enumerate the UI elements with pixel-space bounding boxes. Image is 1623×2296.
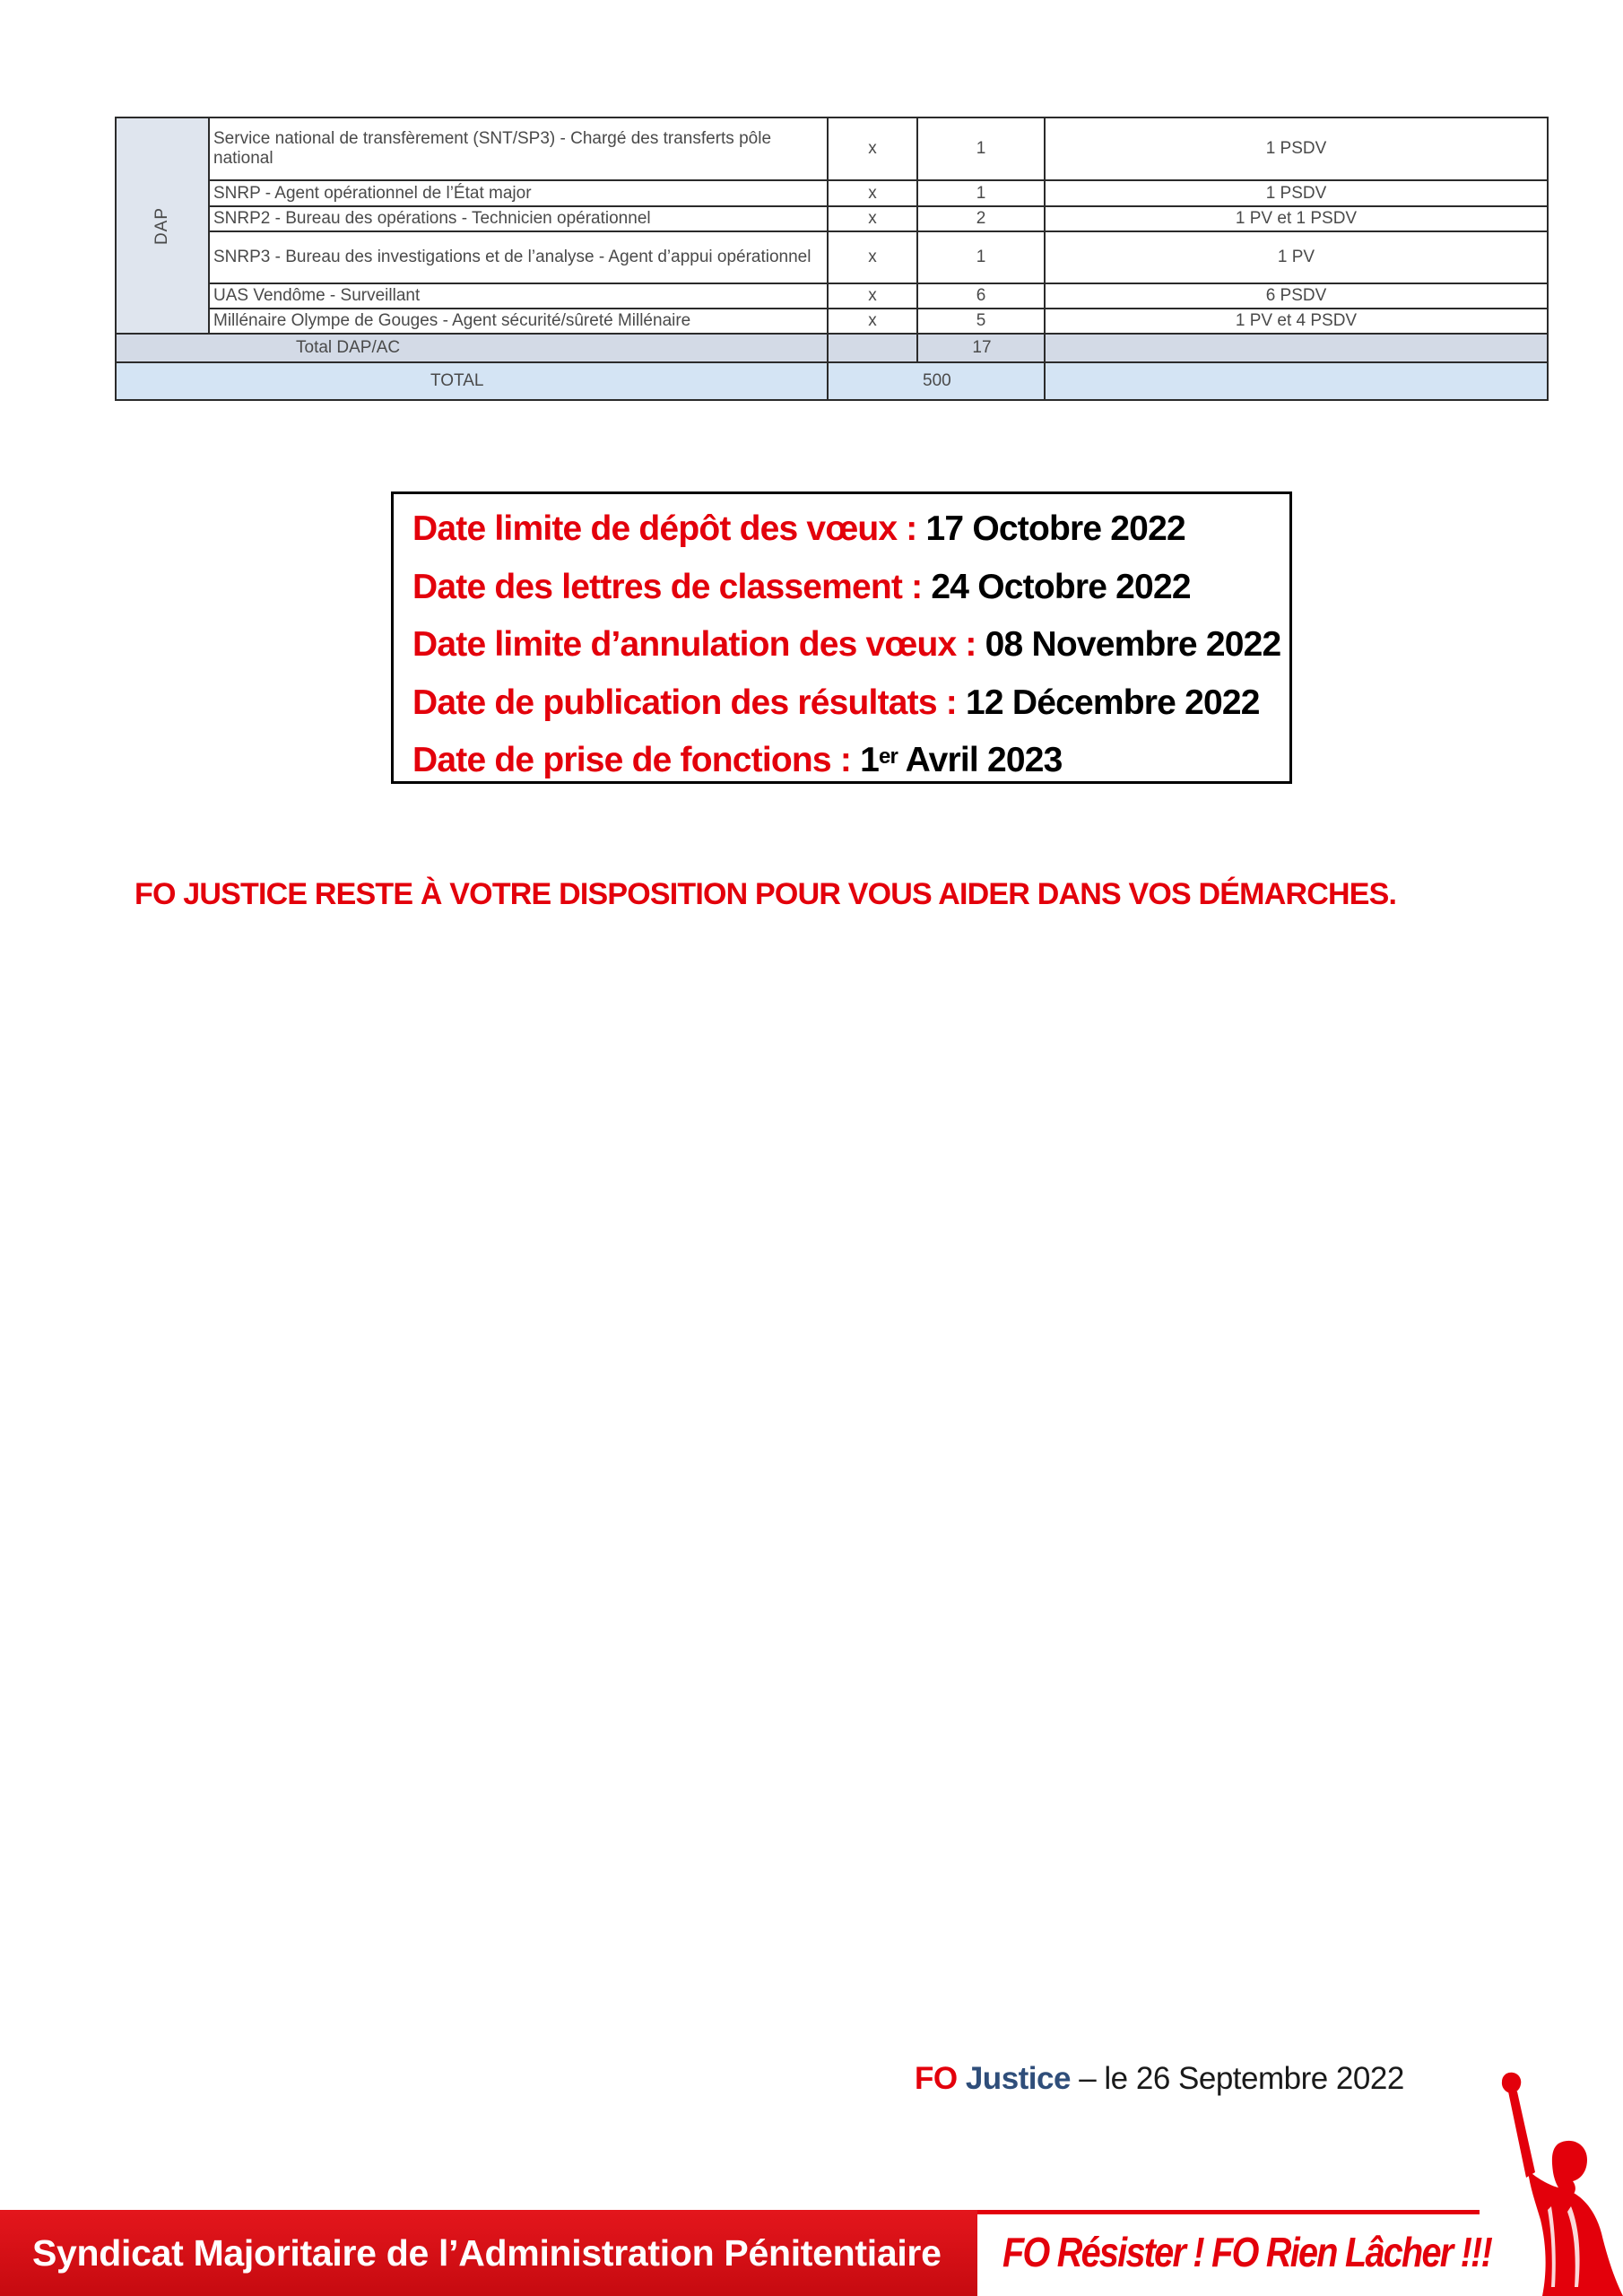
- count-cell: 2: [917, 206, 1045, 231]
- date-label: Date des lettres de classement :: [412, 567, 923, 606]
- subtotal-value: 17: [917, 334, 1045, 362]
- detail-cell: 1 PV et 4 PSDV: [1045, 309, 1548, 334]
- footer-banner: [0, 2210, 1623, 2296]
- detail-cell: 1 PV: [1045, 231, 1548, 283]
- count-cell: 1: [917, 117, 1045, 180]
- detail-cell: 1 PSDV: [1045, 117, 1548, 180]
- date-label: Date de publication des résultats :: [412, 683, 957, 722]
- date-value: 24 Octobre 2022: [931, 567, 1191, 606]
- group-label: DAP: [152, 206, 171, 245]
- date-label: Date de prise de fonctions :: [412, 741, 852, 779]
- date-value: 12 Décembre 2022: [966, 683, 1260, 722]
- footer-union-tagline: Syndicat Majoritaire de l’Administration Pénitentiaire: [0, 2210, 977, 2296]
- total-row: [116, 362, 1548, 400]
- count-cell: 1: [917, 231, 1045, 283]
- signature-line: [915, 2061, 1404, 2097]
- postes-table: [115, 117, 1549, 401]
- table-row: [116, 206, 1548, 231]
- table-row: [116, 309, 1548, 334]
- date-label: Date limite d’annulation des vœux :: [412, 625, 976, 664]
- mark-cell: x: [828, 283, 917, 309]
- detail-cell: 1 PSDV: [1045, 180, 1548, 206]
- detail-cell: 1 PV et 1 PSDV: [1045, 206, 1548, 231]
- signature-justice: Justice: [965, 2061, 1071, 2096]
- group-label-cell: [116, 117, 209, 334]
- table-row: [116, 283, 1548, 309]
- post-cell: SNRP - Agent opérationnel de l’État major: [209, 180, 828, 206]
- fo-justice-statement: FO JUSTICE RESTE À VOTRE DISPOSITION POUR VOUS AIDER DANS VOS DÉMARCHES.: [135, 877, 1397, 911]
- detail-cell: 6 PSDV: [1045, 283, 1548, 309]
- post-cell: UAS Vendôme - Surveillant: [209, 283, 828, 309]
- footer-divider: [977, 2210, 1480, 2214]
- date-value-rest: Avril 2023: [898, 741, 1063, 779]
- count-cell: 5: [917, 309, 1045, 334]
- count-cell: 6: [917, 283, 1045, 309]
- subtotal-empty-cell: [828, 334, 917, 362]
- mark-cell: x: [828, 180, 917, 206]
- subtotal-row: [116, 334, 1548, 362]
- post-cell: SNRP3 - Bureau des investigations et de l’analyse - Agent d’appui opérationnel: [209, 231, 828, 283]
- date-line-cancellation: [412, 616, 1289, 674]
- table-row: [116, 117, 1548, 180]
- signature-date: – le 26 Septembre 2022: [1070, 2061, 1404, 2096]
- table-row: [116, 231, 1548, 283]
- date-line-publication: [412, 674, 1289, 733]
- total-value: 500: [828, 362, 1045, 400]
- date-value-day: 1: [860, 741, 879, 779]
- post-cell: Service national de transfèrement (SNT/SP3) - Chargé des transferts pôle national: [209, 117, 828, 180]
- date-line-start-duties: [412, 732, 1289, 790]
- date-line-deposit: [412, 500, 1289, 559]
- date-value: 17 Octobre 2022: [925, 509, 1185, 548]
- subtotal-empty-cell: [1045, 334, 1548, 362]
- mark-cell: x: [828, 117, 917, 180]
- date-value-ordinal: er: [878, 744, 898, 769]
- date-line-ranking-letters: [412, 559, 1289, 617]
- date-label: Date limite de dépôt des vœux :: [412, 509, 917, 548]
- date-value: 08 Novembre 2022: [985, 625, 1281, 664]
- signature-fo: FO: [915, 2061, 958, 2096]
- table-row: [116, 180, 1548, 206]
- raised-fist-figure-icon: [1488, 2072, 1623, 2296]
- post-cell: Millénaire Olympe de Gouges - Agent sécurité/sûreté Millénaire: [209, 309, 828, 334]
- mark-cell: x: [828, 206, 917, 231]
- subtotal-label: Total DAP/AC: [116, 334, 828, 362]
- total-label: TOTAL: [116, 362, 828, 400]
- mark-cell: x: [828, 231, 917, 283]
- mark-cell: x: [828, 309, 917, 334]
- count-cell: 1: [917, 180, 1045, 206]
- total-empty-cell: [1045, 362, 1548, 400]
- footer-slogan: FO Résister ! FO Rien Lâcher !!!: [1002, 2229, 1492, 2275]
- date-value: [860, 741, 1062, 779]
- key-dates-box: [391, 491, 1292, 784]
- post-cell: SNRP2 - Bureau des opérations - Technicien opérationnel: [209, 206, 828, 231]
